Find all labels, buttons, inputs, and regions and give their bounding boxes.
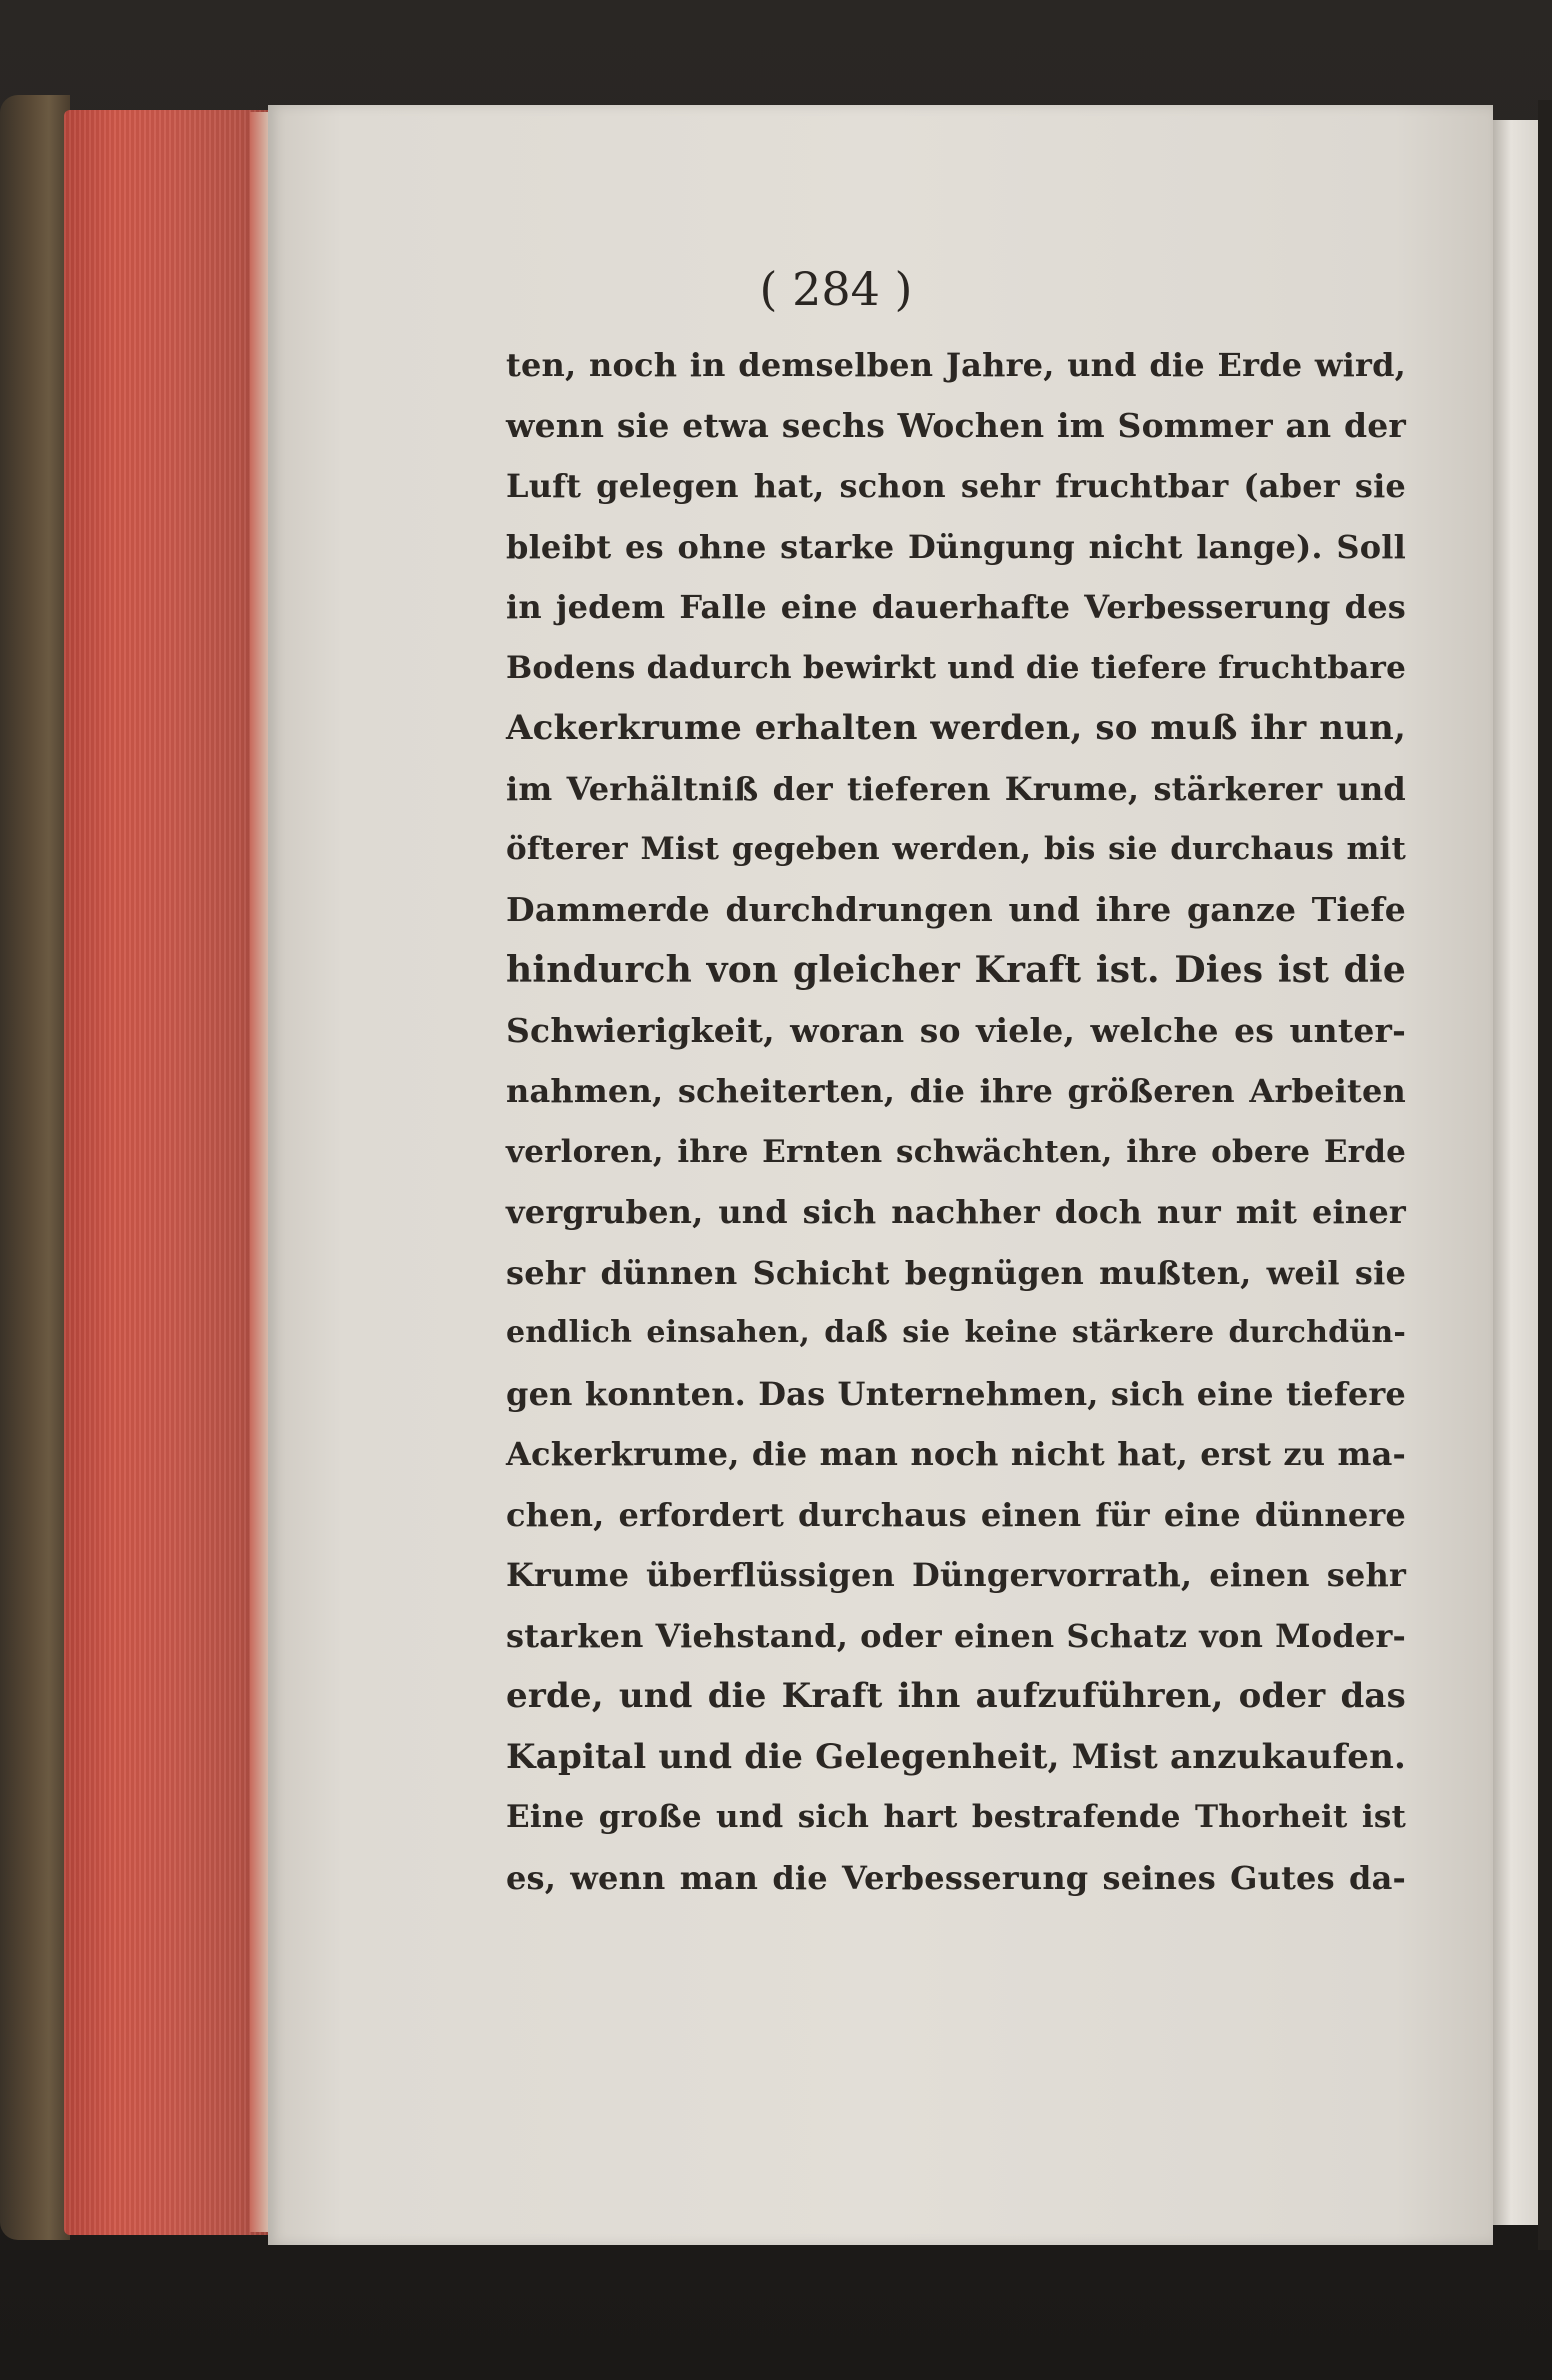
text-line: vergruben, und sich nachher doch nur mit einer bbox=[506, 1193, 1406, 1231]
text-line: nahmen, scheiterten, die ihre größeren Arbeiten bbox=[506, 1072, 1406, 1110]
text-line: Kapital und die Gelegenheit, Mist anzukaufen. bbox=[506, 1736, 1407, 1777]
text-line: Ackerkrume erhalten werden, so muß ihr nun, bbox=[506, 708, 1406, 748]
page-edges-lip bbox=[250, 112, 270, 2232]
text-line: verloren, ihre Ernten schwächten, ihre obere Erde bbox=[506, 1133, 1406, 1170]
text-line: öfterer Mist gegeben werden, bis sie durchaus mit bbox=[506, 831, 1406, 867]
text-line: gen konnten. Das Unternehmen, sich eine tiefere bbox=[506, 1374, 1406, 1413]
facing-page-sliver bbox=[1493, 120, 1538, 2225]
text-line: hindurch von gleicher Kraft ist. Dies ist die bbox=[506, 949, 1406, 991]
text-line: Dammerde durchdrungen und ihre ganze Tiefe bbox=[506, 889, 1406, 929]
text-line: endlich einsahen, daß sie keine stärkere durchdün- bbox=[506, 1315, 1406, 1350]
text-line: Bodens dadurch bewirkt und die tiefere fruchtbare bbox=[506, 649, 1406, 686]
book-cover-edge bbox=[0, 95, 70, 2240]
text-line: es, wenn man die Verbesserung seines Gutes da- bbox=[506, 1858, 1406, 1897]
text-line: sehr dünnen Schicht begnügen mußten, weil sie bbox=[506, 1253, 1406, 1292]
text-line: bleibt es ohne starke Düngung nicht lange). Soll bbox=[506, 527, 1406, 566]
page-number: ( 284 ) bbox=[759, 262, 913, 316]
red-page-edges bbox=[64, 110, 269, 2235]
right-shadow bbox=[1538, 100, 1552, 2250]
text-line: starken Viehstand, oder einen Schatz von Moder- bbox=[506, 1616, 1406, 1655]
text-line: in jedem Falle eine dauerhafte Verbesserung des bbox=[506, 588, 1406, 626]
text-line: Krume überflüssigen Düngervorrath, einen sehr bbox=[506, 1556, 1406, 1594]
body-text bbox=[506, 335, 1406, 1908]
text-line: erde, und die Kraft ihn aufzuführen, oder das bbox=[506, 1676, 1406, 1716]
text-line: Schwierigkeit, woran so viele, welche es unter- bbox=[506, 1010, 1406, 1050]
text-line: chen, erfordert durchaus einen für eine dünnere bbox=[506, 1495, 1406, 1534]
text-line: im Verhältniß der tieferen Krume, stärkerer und bbox=[506, 769, 1406, 808]
text-line: Eine große und sich hart bestrafende Thorheit ist bbox=[506, 1799, 1406, 1835]
text-line: ten, noch in demselben Jahre, und die Erde wird, bbox=[506, 346, 1406, 384]
text-line: wenn sie etwa sechs Wochen im Sommer an der bbox=[506, 405, 1406, 445]
text-line: Ackerkrume, die man noch nicht hat, erst zu ma- bbox=[506, 1435, 1406, 1473]
text-line: Luft gelegen hat, schon sehr fruchtbar (aber sie bbox=[506, 467, 1406, 505]
